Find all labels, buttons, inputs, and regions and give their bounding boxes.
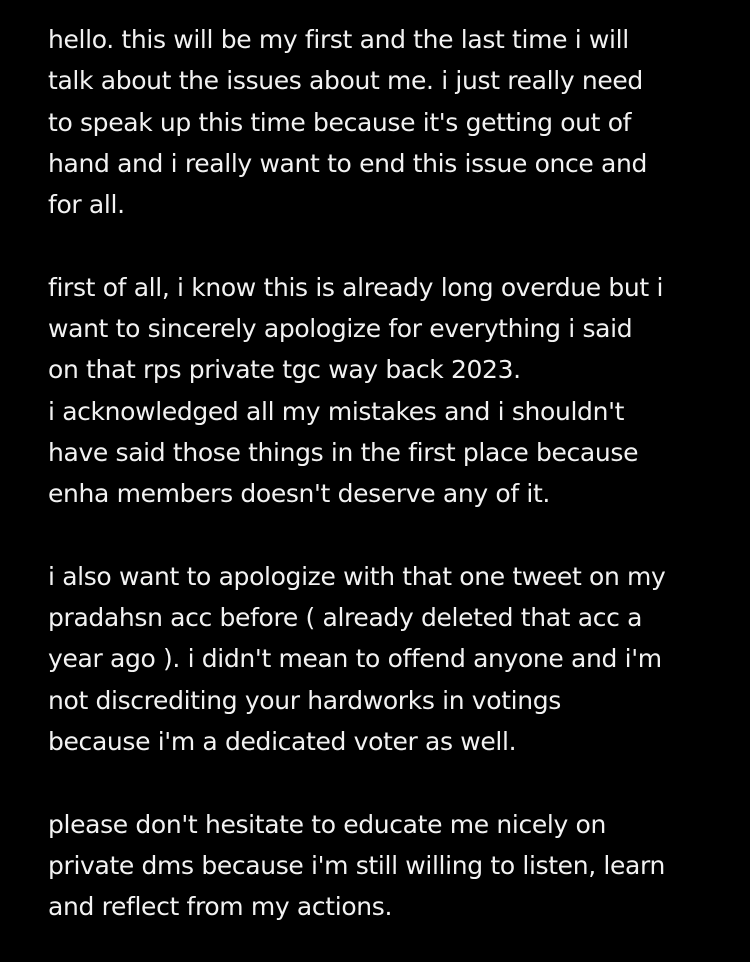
paragraph — [48, 556, 738, 762]
text-line: please don't hesitate to educate me nicely on — [48, 809, 606, 839]
text-line: year ago ). i didn't mean to offend anyone and i'm — [48, 644, 662, 674]
text-line: on that rps private tgc way back 2023. — [48, 355, 521, 385]
text-line: i also want to apologize with that one tweet on my — [48, 561, 666, 591]
text-line: to speak up this time because it's getting out of — [48, 107, 632, 137]
text-line: have said those things in the first place because — [48, 437, 639, 467]
text-line: first of all, i know this is already long overdue but i — [48, 272, 664, 302]
text-line: i acknowledged all my mistakes and i shouldn't — [48, 396, 625, 426]
text-line: talk about the issues about me. i just really need — [48, 66, 643, 96]
note-text — [48, 19, 738, 928]
paragraph — [48, 804, 738, 928]
paragraph — [48, 19, 738, 225]
text-line: and reflect from my actions. — [48, 892, 393, 922]
paragraph — [48, 267, 738, 515]
paragraph-spacer — [48, 225, 738, 266]
text-line: want to sincerely apologize for everything i said — [48, 314, 633, 344]
text-line: enha members doesn't deserve any of it. — [48, 479, 551, 509]
paragraph-spacer — [48, 762, 738, 803]
text-line: because i'm a dedicated voter as well. — [48, 727, 517, 757]
text-line: pradahsn acc before ( already deleted that acc a — [48, 603, 643, 633]
text-line: private dms because i'm still willing to listen, learn — [48, 850, 665, 880]
paragraph-spacer — [48, 515, 738, 556]
text-line: hand and i really want to end this issue once and — [48, 148, 648, 178]
text-line: not discrediting your hardworks in votings — [48, 685, 561, 715]
text-line: hello. this will be my first and the last time i will — [48, 25, 629, 54]
text-line: for all. — [48, 190, 125, 220]
